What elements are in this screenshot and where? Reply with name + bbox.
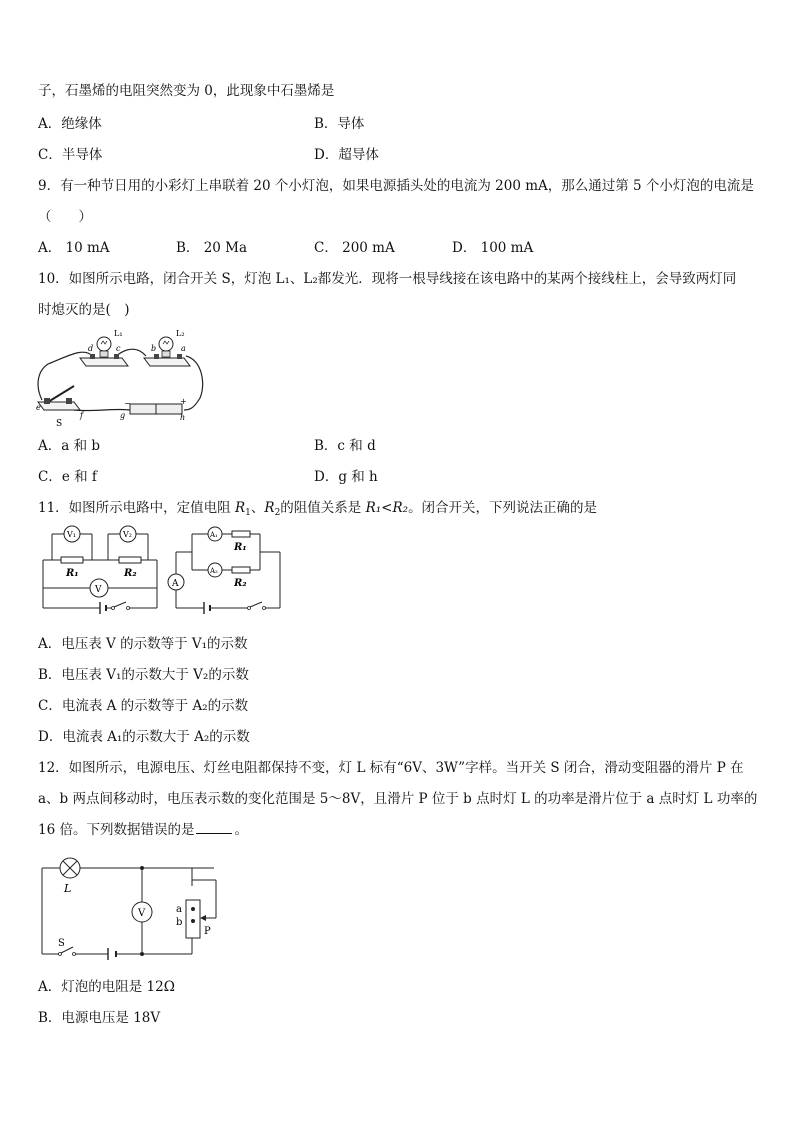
label-S: S [56, 419, 63, 429]
q10-stem-line1: 10．如图所示电路，闭合开关 S，灯泡 L₁、L₂都发光．现将一根导线接在该电路中的某两个接线柱上，会导致两灯同 [38, 271, 737, 287]
label-g: g [120, 411, 126, 420]
q11-circuit-series-figure [40, 524, 160, 616]
label-V: V [138, 908, 146, 919]
resistor-r2 [119, 557, 141, 563]
q11-stem-part-a: 11．如图所示电路中，定值电阻 [38, 500, 235, 516]
q9-stem-line1: 9．有一种节日用的小彩灯上串联着 20 个小灯泡，如果电源插头处的电流为 200 mA，那么通过第 5 个小灯泡的电流是 [38, 178, 754, 194]
q9-stem-line2: （ ） [38, 209, 92, 225]
terminal-c [114, 354, 119, 359]
q12-circuit-figure [36, 850, 226, 962]
q12-option-b: B．电源电压是 18V [38, 1010, 161, 1026]
point-a [191, 907, 195, 911]
label-V2: V₂ [123, 530, 132, 539]
label-d: d [88, 344, 94, 353]
lamp2-board [144, 358, 190, 366]
label-L: L [64, 882, 72, 895]
label-a: a [176, 904, 182, 915]
label-L1: L₁ [114, 329, 123, 338]
label-R2: R₂ [124, 568, 137, 579]
q12-stem-line3-end: 。 [234, 822, 248, 838]
resistor-r1-parallel [232, 531, 250, 537]
q10-option-d: D．g 和 h [314, 469, 378, 485]
q11-stem-part-b: 、 [250, 500, 265, 516]
q11-r2: R [264, 500, 275, 516]
label-V1: V₁ [67, 530, 76, 539]
wire-middle [116, 349, 146, 356]
label-minus: − [124, 399, 131, 408]
switch-blade [114, 602, 126, 607]
q11-option-b: B．电压表 V₁的示数大于 V₂的示数 [38, 667, 249, 683]
label-b: b [151, 344, 157, 353]
q11-option-c: C．电流表 A 的示数等于 A₂的示数 [38, 698, 249, 714]
point-b [191, 919, 195, 923]
lamp2-bulb-icon [159, 337, 173, 351]
q12-stem-line1: 12．如图所示，电源电压、灯丝电阻都保持不变，灯 L 标有“6V、3W”字样。当开关 S 闭合，滑动变阻器的滑片 P 在 [38, 760, 744, 776]
terminal-a [177, 354, 182, 359]
battery-cell-1 [130, 404, 156, 414]
resistor-r2-parallel [232, 567, 250, 573]
label-c: c [116, 344, 121, 353]
label-f: f [80, 411, 83, 420]
label-plus: + [180, 397, 187, 406]
q10-option-b: B．c 和 d [314, 438, 376, 454]
q11-option-d: D．电流表 A₁的示数大于 A₂的示数 [38, 729, 250, 745]
label-V: V [95, 585, 102, 595]
q9-option-a: A． 10 mA [38, 240, 110, 256]
label-A: A [172, 579, 179, 589]
lamp1-bulb-icon [97, 337, 111, 351]
label-S: S [58, 938, 65, 949]
label-R2-parallel: R₂ [234, 578, 247, 589]
q9-option-c: C． 200 mA [314, 240, 395, 256]
label-L2: L₂ [176, 329, 185, 338]
q12-stem-line2: a、b 两点间移动时，电压表示数的变化范围是 5～8V，且滑片 P 位于 b 点时灯 L 的功率是滑片位于 a 点时灯 L 功率的 [38, 791, 758, 807]
resistor-r1 [61, 557, 83, 563]
q11-stem-part-d: 。闭合开关，下列说法正确的是 [408, 500, 598, 516]
q11-stem-part-c: 的阻值关系是 [280, 500, 366, 516]
q11-relation: R₁<R₂ [365, 500, 409, 516]
label-R1-parallel: R₁ [234, 542, 247, 553]
terminal-b [154, 354, 159, 359]
label-A2: A₂ [210, 567, 218, 575]
label-e: e [36, 403, 41, 412]
q10-option-a: A．a 和 b [38, 438, 101, 454]
q11-circuit-parallel-figure [164, 524, 284, 616]
q10-option-c: C．e 和 f [38, 469, 97, 485]
terminal-d [90, 354, 95, 359]
slider-arrow-icon [200, 915, 206, 921]
q12-option-a: A．灯泡的电阻是 12Ω [38, 979, 175, 995]
q11-stem [38, 499, 597, 522]
q8-option-c: C．半导体 [38, 147, 103, 163]
label-P: P [204, 926, 211, 937]
q8-stem: 子，石墨烯的电阻突然变为 0，此现象中石墨烯是 [38, 83, 335, 99]
lamp1-board [80, 358, 128, 366]
label-a: a [181, 344, 186, 353]
q8-option-a: A．绝缘体 [38, 116, 102, 132]
label-b: b [176, 917, 183, 928]
q11-r1: R [234, 500, 246, 516]
q11-option-a: A．电压表 V 的示数等于 V₁的示数 [38, 636, 248, 652]
q10-circuit-figure [34, 326, 210, 428]
q12-stem-line3-text: 16 倍。下列数据错误的是 [38, 822, 195, 838]
battery-cell-2 [156, 404, 182, 414]
label-h: h [180, 413, 186, 422]
q11-r1-sub: 1 [245, 508, 251, 518]
q9-option-d: D． 100 mA [452, 240, 534, 256]
label-A1: A₁ [210, 531, 218, 539]
q10-stem-line2: 时熄灭的是( ) [38, 302, 130, 318]
q8-option-d: D．超导体 [314, 147, 379, 163]
q12-answer-blank [196, 821, 232, 834]
label-R1: R₁ [66, 568, 79, 579]
q12-stem-line3 [38, 821, 248, 839]
q8-option-b: B．导体 [314, 116, 365, 132]
q9-option-b: B． 20 Ma [176, 240, 248, 256]
q11-r2-sub: 2 [274, 508, 281, 518]
